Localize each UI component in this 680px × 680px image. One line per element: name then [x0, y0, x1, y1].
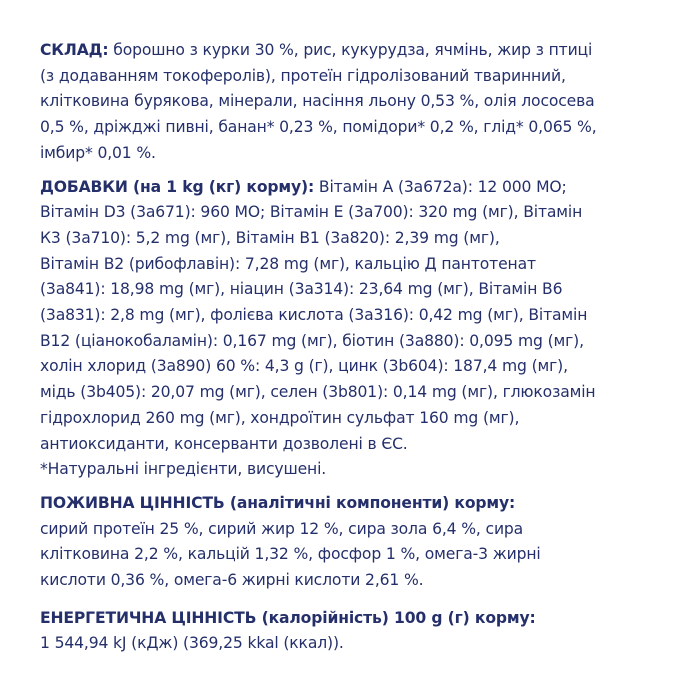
additives-text: Вітамін А (3а672а): 12 000 МО;	[314, 177, 567, 196]
additives-line-8: холін хлорид (3а890) 60 %: 4,3 g (г), цинк (3b604): 187,4 mg (мг),	[40, 357, 568, 376]
additives-line-7: В12 (ціанокобаламін): 0,167 mg (мг), біотин (3а880): 0,095 mg (мг),	[40, 331, 584, 350]
composition-line-5: імбир* 0,01 %.	[40, 143, 156, 162]
additives-line-3: К3 (3а710): 5,2 mg (мг), Вітамін В1 (3а820): 2,39 mg (мг),	[40, 228, 500, 247]
composition-line-2: (з додаванням токоферолів), протеїн гідролізований тваринний,	[40, 66, 566, 85]
additives-heading: ДОБАВКИ (на 1 kg (кг) корму):	[40, 177, 315, 196]
additives-line-2: Вітамін D3 (3а671): 960 МО; Вітамін Е (3а700): 320 mg (мг), Вітамін	[40, 203, 583, 222]
composition-heading: СКЛАД:	[40, 41, 109, 59]
composition-section	[40, 38, 660, 167]
additives-line-11: антиоксиданти, консерванти дозволені в ЄС.	[40, 434, 408, 453]
energy-heading: ЕНЕРГЕТИЧНА ЦІННІСТЬ (калорійність) 100 g (г) корму:	[40, 608, 536, 627]
composition-line-4: 0,5 %, дріжджі пивні, банан* 0,23 %, помідори* 0,2 %, глід* 0,065 %,	[40, 118, 597, 137]
composition-line-3: клітковина бурякова, мінерали, насіння льону 0,53 %, олія лососева	[40, 92, 595, 111]
natural-ingredients-note: *Натуральні інгредієнти, висушені.	[40, 460, 327, 479]
nutrition-line-2: клітковина 2,2 %, кальцій 1,32 %, фосфор 1 %, омега-3 жирні	[40, 545, 541, 564]
additives-line-5: (3а841): 18,98 mg (мг), ніацин (3а314): 23,64 mg (мг), Вітамін В6	[40, 280, 563, 299]
additives-line-10: гідрохлорид 260 mg (мг), хондроїтин сульфат 160 mg (мг),	[40, 408, 520, 427]
composition-line-1	[40, 38, 660, 64]
nutrition-line-3: кислоти 0,36 %, омега-6 жирні кислоти 2,61 %.	[40, 571, 424, 590]
energy-section	[40, 606, 660, 657]
nutrition-heading: ПОЖИВНА ЦІННІСТЬ (аналітичні компоненти) корму:	[40, 493, 516, 512]
additives-section	[40, 175, 660, 483]
additives-line-4: Вітамін В2 (рибофлавін): 7,28 mg (мг), кальцію Д пантотенат	[40, 254, 536, 273]
nutrition-line-1: сирий протеїн 25 %, сирий жир 12 %, сира зола 6,4 %, сира	[40, 519, 524, 538]
energy-line-1: 1 544,94 kJ (кДж) (369,25 kkal (ккал)).	[40, 634, 344, 653]
nutrition-section	[40, 491, 660, 594]
additives-line-6: (3а831): 2,8 mg (мг), фолієва кислота (3а316): 0,42 mg (мг), Вітамін	[40, 306, 588, 325]
composition-text: борошно з курки 30 %, рис, кукурудза, ячмінь, жир з птиці	[108, 41, 593, 59]
additives-line-9: мідь (3b405): 20,07 mg (мг), селен (3b801): 0,14 mg (мг), глюкозамін	[40, 383, 596, 402]
additives-line-1	[40, 175, 660, 201]
